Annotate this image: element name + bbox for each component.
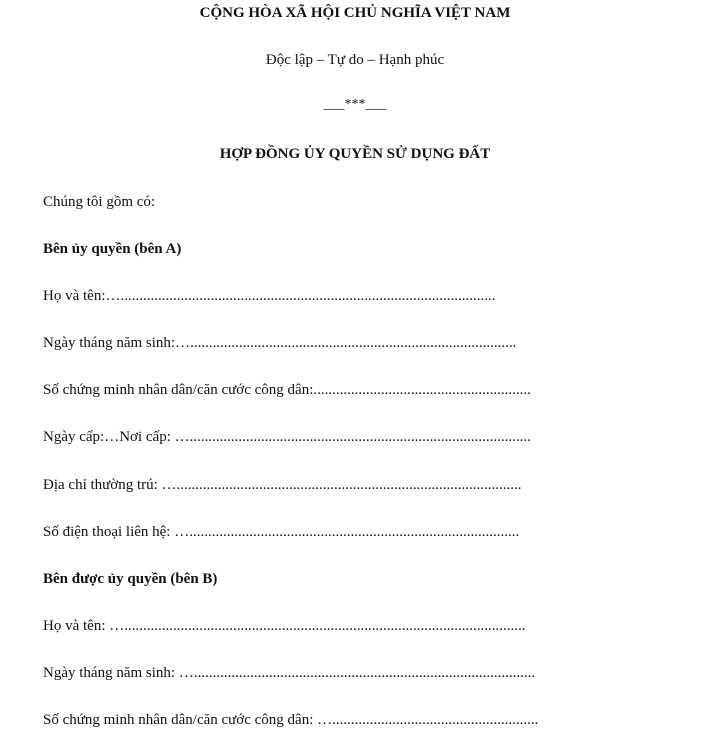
party-a-full-name: Họ và tên:….................................................................................................... — [43, 288, 496, 304]
party-b-heading: Bên được ủy quyền (bên B) — [43, 571, 218, 587]
divider: ___***___ — [323, 97, 387, 112]
document-title: HỢP ĐỒNG ỦY QUYỀN SỬ DỤNG ĐẤT — [219, 146, 491, 162]
party-b-full-name: Họ và tên: …........................................................................................................... — [43, 618, 526, 634]
party-b-birth-date: Ngày tháng năm sinh: …........................................................................................... — [43, 665, 536, 681]
party-a-issue-info: Ngày cấp:…Nơi cấp: …........................................................................................... — [43, 429, 531, 445]
party-a-birth-date: Ngày tháng năm sinh:…....................................................................................... — [43, 335, 517, 351]
motto: Độc lập – Tự do – Hạnh phúc — [265, 52, 445, 68]
party-a-phone: Số điện thoại liên hệ: …........................................................................................ — [43, 524, 520, 540]
national-title: CỘNG HÒA XÃ HỘI CHỦ NGHĨA VIỆT NAM — [199, 5, 511, 21]
party-a-address: Địa chỉ thường trú: …............................................................................................ — [43, 477, 522, 493]
party-a-id-number: Số chứng minh nhân dân/căn cước công dân:.......................................................... — [43, 382, 531, 398]
party-a-heading: Bên ủy quyền (bên A) — [43, 241, 182, 257]
party-b-id-number: Số chứng minh nhân dân/căn cước công dân: …....................................................... — [43, 712, 539, 728]
intro-text: Chúng tôi gồm có: — [43, 194, 156, 210]
